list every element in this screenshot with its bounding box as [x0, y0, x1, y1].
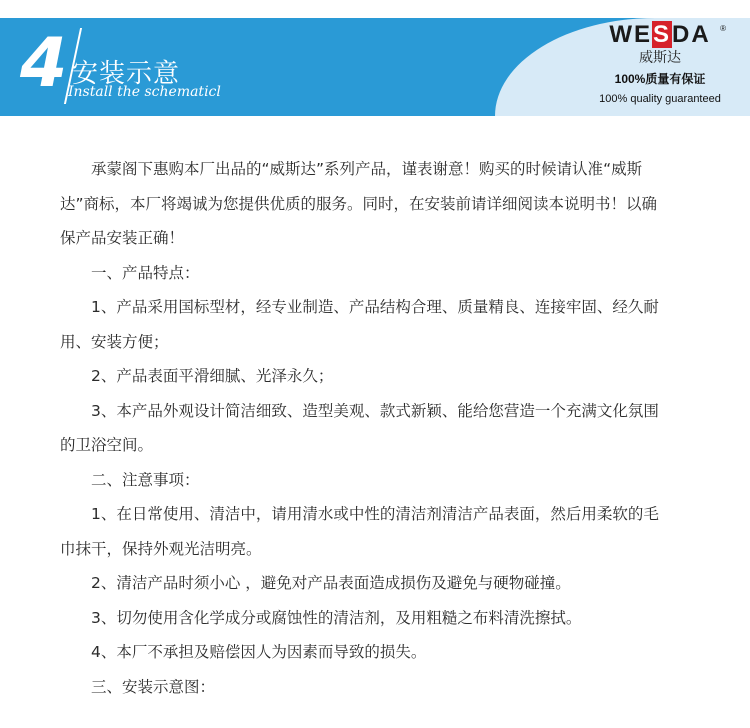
section1-item: 2、产品表面平滑细腻、光泽永久； [91, 367, 334, 385]
section2-item: 3、切勿使用含化学成分或腐蚀性的清洁剂，及用粗糙之布料清洗擦拭。 [91, 608, 582, 627]
section2-item: 1、在日常使用、清洁中，请用清水或中性的清洁剂清洁产品表面，然后用柔软的毛巾抹干，保持外观光洁明亮。 [60, 505, 659, 558]
section2-item: 4、本厂不承担及赔偿因人为因素而导致的损失。 [91, 643, 427, 661]
section-title: 安装示意 [72, 59, 181, 89]
brand-badge [495, 18, 750, 116]
document-body [60, 152, 670, 704]
section1-heading: 一、产品特点： [91, 263, 200, 282]
section2-heading: 二、注意事项： [91, 470, 200, 489]
section2-item: 2、清洁产品时须小心 ，避免对产品表面造成损伤及避免与硬物碰撞。 [91, 574, 571, 592]
section1-item: 1、产品采用国标型材，经专业制造、产品结构合理、质量精良、连接牢固、经久耐用、安装方便； [60, 298, 659, 351]
intro-paragraph: 承蒙阁下惠购本厂出品的“威斯达”系列产品，谨表谢意！购买的时候请认准“威斯达”商标，本厂将竭诚为您提供优质的服务。同时，在安装前请详细阅读本说明书！以确保产品安装正确！ [60, 160, 658, 247]
section-number: 4 [20, 24, 68, 103]
brand-name-cn: 威斯达 [639, 50, 681, 66]
quality-guarantee-cn: 100%质量有保证 [614, 72, 706, 86]
section1-item: 3、本产品外观设计简洁细致、造型美观、款式新颖、能给您营造一个充满文化氛围的卫浴空间。 [60, 401, 659, 454]
quality-guarantee-en: 100% quality guaranteed [599, 93, 721, 105]
section3-heading: 三、安装示意图： [91, 677, 216, 696]
brand-block [590, 20, 730, 108]
section-subtitle: Install the schematicl [68, 84, 221, 100]
section-header [0, 18, 750, 116]
brand-logo: WESDA ® [609, 21, 728, 48]
